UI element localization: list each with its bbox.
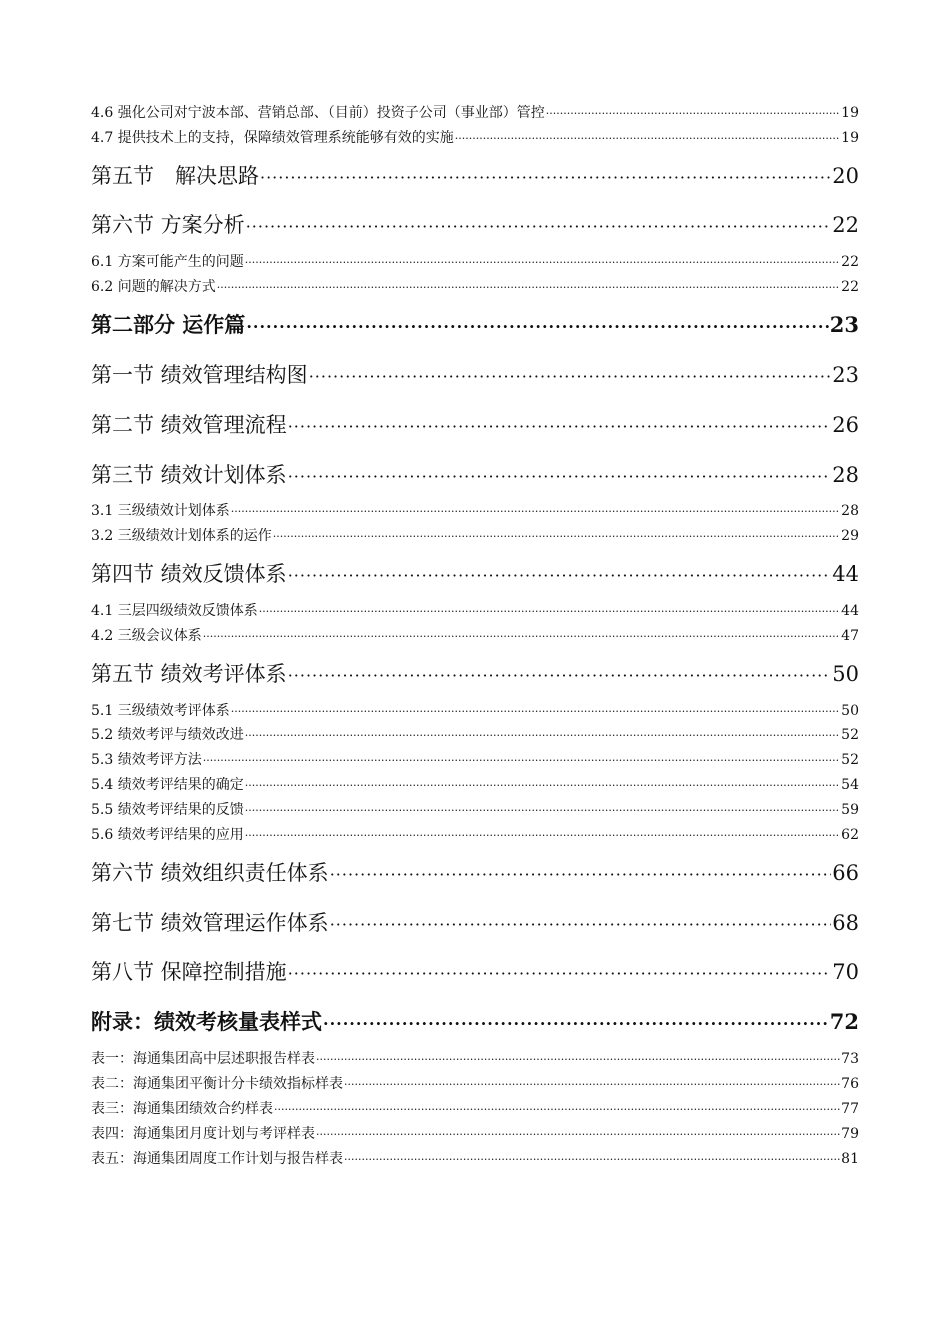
toc-entry-title: 表二：海通集团平衡计分卡绩效指标样表 xyxy=(91,1076,343,1092)
toc-entry-page: 66 xyxy=(832,861,859,885)
toc-entry-title: 第三节 绩效计划体系 xyxy=(91,463,287,487)
toc-leader xyxy=(316,1128,840,1141)
toc-entry[interactable] xyxy=(91,774,859,794)
toc-entry-title: 第六节 方案分析 xyxy=(91,213,245,237)
toc-entry[interactable] xyxy=(91,625,859,645)
toc-leader xyxy=(245,829,840,842)
toc-entry-page: 44 xyxy=(841,603,859,619)
toc-leader xyxy=(245,729,840,742)
toc-entry-title: 第二节 绩效管理流程 xyxy=(91,413,287,437)
toc-entry-title: 附录：绩效考核量表样式 xyxy=(91,1009,322,1034)
toc-entry-page: 47 xyxy=(841,628,859,644)
toc-entry[interactable] xyxy=(91,102,859,122)
toc-entry[interactable] xyxy=(91,525,859,545)
toc-entry[interactable] xyxy=(91,459,859,489)
toc-entry[interactable] xyxy=(91,276,859,296)
toc-leader xyxy=(246,317,828,336)
toc-entry-title: 5.6 绩效考评结果的应用 xyxy=(91,827,244,843)
toc-entry[interactable] xyxy=(91,127,859,147)
toc-entry[interactable] xyxy=(91,359,859,389)
toc-entry[interactable] xyxy=(91,1006,859,1036)
toc-entry-title: 表三：海通集团绩效合约样表 xyxy=(91,1101,273,1117)
toc-leader xyxy=(288,666,832,685)
toc-entry-title: 4.6 强化公司对宁波本部、营销总部、（目前）投资子公司（事业部）管控 xyxy=(91,105,545,121)
toc-entry-title: 第七节 绩效管理运作体系 xyxy=(91,911,329,935)
toc-entry-title: 6.1 方案可能产生的问题 xyxy=(91,254,244,270)
toc-entry[interactable] xyxy=(91,251,859,271)
toc-leader xyxy=(330,915,832,934)
toc-entry-title: 5.4 绩效考评结果的确定 xyxy=(91,777,244,793)
toc-entry[interactable] xyxy=(91,600,859,620)
toc-leader xyxy=(288,964,832,983)
toc-entry[interactable] xyxy=(91,956,859,986)
toc-entry[interactable] xyxy=(91,749,859,769)
toc-entry-page: 22 xyxy=(832,213,859,237)
toc-entry-title: 第四节 绩效反馈体系 xyxy=(91,562,287,586)
toc-leader xyxy=(330,865,832,884)
toc-entry-page: 52 xyxy=(841,727,859,743)
toc-entry-page: 54 xyxy=(841,777,859,793)
toc-entry-title: 第二部分 运作篇 xyxy=(91,312,246,337)
toc-leader xyxy=(344,1153,840,1166)
toc-entry-title: 第八节 保障控制措施 xyxy=(91,960,287,984)
toc-entry-page: 76 xyxy=(841,1076,859,1092)
toc-entry[interactable] xyxy=(91,1148,859,1168)
toc-entry-title: 4.1 三层四级绩效反馈体系 xyxy=(91,603,258,619)
toc-entry[interactable] xyxy=(91,558,859,588)
toc-entry-title: 5.2 绩效考评与绩效改进 xyxy=(91,727,244,743)
toc-entry-title: 5.1 三级绩效考评体系 xyxy=(91,703,230,719)
toc-entry-page: 29 xyxy=(841,528,859,544)
toc-entry-page: 73 xyxy=(841,1051,859,1067)
toc-entry[interactable] xyxy=(91,1073,859,1093)
toc-leader xyxy=(246,217,832,236)
toc-entry-page: 20 xyxy=(832,164,859,188)
toc-entry-title: 5.5 绩效考评结果的反馈 xyxy=(91,802,244,818)
toc-leader xyxy=(316,1053,840,1066)
toc-leader xyxy=(323,1014,829,1033)
toc-leader xyxy=(274,1103,840,1116)
toc-entry[interactable] xyxy=(91,658,859,688)
toc-entry[interactable] xyxy=(91,209,859,239)
toc-entry-page: 72 xyxy=(829,1009,859,1034)
toc-leader xyxy=(260,168,831,187)
toc-entry-title: 4.7 提供技术上的支持，保障绩效管理系统能够有效的实施 xyxy=(91,130,454,146)
toc-entry[interactable] xyxy=(91,700,859,720)
toc-entry-title: 表一：海通集团高中层述职报告样表 xyxy=(91,1051,315,1067)
toc-leader xyxy=(245,256,840,269)
toc-leader xyxy=(344,1078,840,1091)
toc-entry[interactable] xyxy=(91,1123,859,1143)
toc-page xyxy=(91,0,859,1344)
toc-entry-page: 68 xyxy=(832,911,859,935)
toc-leader xyxy=(288,467,832,486)
toc-entry-page: 50 xyxy=(841,703,859,719)
toc-entry-page: 26 xyxy=(832,413,859,437)
toc-entry-page: 79 xyxy=(841,1126,859,1142)
toc-entry-page: 62 xyxy=(841,827,859,843)
toc-entry[interactable] xyxy=(91,500,859,520)
toc-leader xyxy=(245,779,840,792)
toc-leader xyxy=(231,705,840,718)
toc-entry-page: 23 xyxy=(829,312,859,337)
toc-entry[interactable] xyxy=(91,907,859,937)
toc-entry-page: 28 xyxy=(832,463,859,487)
toc-leader xyxy=(455,132,840,145)
toc-entry-title: 表四：海通集团月度计划与考评样表 xyxy=(91,1126,315,1142)
toc-entry-title: 表五：海通集团周度工作计划与报告样表 xyxy=(91,1151,343,1167)
toc-entry-page: 28 xyxy=(841,503,859,519)
toc-entry[interactable] xyxy=(91,724,859,744)
toc-entry-page: 50 xyxy=(832,662,859,686)
toc-entry-page: 23 xyxy=(832,363,859,387)
toc-entry-title: 5.3 绩效考评方法 xyxy=(91,752,202,768)
toc-leader xyxy=(231,505,840,518)
toc-entry[interactable] xyxy=(91,409,859,439)
toc-leader xyxy=(288,566,832,585)
toc-entry[interactable] xyxy=(91,824,859,844)
toc-entry-page: 77 xyxy=(841,1101,859,1117)
toc-entry-title: 第五节 绩效考评体系 xyxy=(91,662,287,686)
toc-entry-page: 19 xyxy=(841,105,859,121)
toc-leader xyxy=(203,630,840,643)
toc-entry-page: 22 xyxy=(841,279,859,295)
toc-entry-title: 6.2 问题的解决方式 xyxy=(91,279,216,295)
toc-leader xyxy=(273,530,840,543)
toc-leader xyxy=(203,754,840,767)
toc-entry[interactable] xyxy=(91,309,859,339)
toc-entry[interactable] xyxy=(91,1048,859,1068)
toc-leader xyxy=(259,605,840,618)
toc-entry-page: 70 xyxy=(832,960,859,984)
toc-entry-page: 59 xyxy=(841,802,859,818)
toc-leader xyxy=(217,281,840,294)
toc-entry-page: 52 xyxy=(841,752,859,768)
toc-leader xyxy=(309,367,832,386)
toc-entry-title: 第一节 绩效管理结构图 xyxy=(91,363,308,387)
toc-entry[interactable] xyxy=(91,160,859,190)
toc-entry-page: 44 xyxy=(832,562,859,586)
toc-entry-page: 81 xyxy=(841,1151,859,1167)
toc-leader xyxy=(245,804,840,817)
toc-entry-title: 3.1 三级绩效计划体系 xyxy=(91,503,230,519)
toc-entry-page: 22 xyxy=(841,254,859,270)
toc-entry-title: 第六节 绩效组织责任体系 xyxy=(91,861,329,885)
toc-leader xyxy=(546,107,840,120)
toc-entry[interactable] xyxy=(91,857,859,887)
toc-leader xyxy=(288,417,832,436)
toc-entry-title: 3.2 三级绩效计划体系的运作 xyxy=(91,528,272,544)
toc-entry[interactable] xyxy=(91,1098,859,1118)
toc-entry[interactable] xyxy=(91,799,859,819)
toc-entry-title: 第五节 解决思路 xyxy=(91,164,259,188)
toc-entry-page: 19 xyxy=(841,130,859,146)
toc-entry-title: 4.2 三级会议体系 xyxy=(91,628,202,644)
